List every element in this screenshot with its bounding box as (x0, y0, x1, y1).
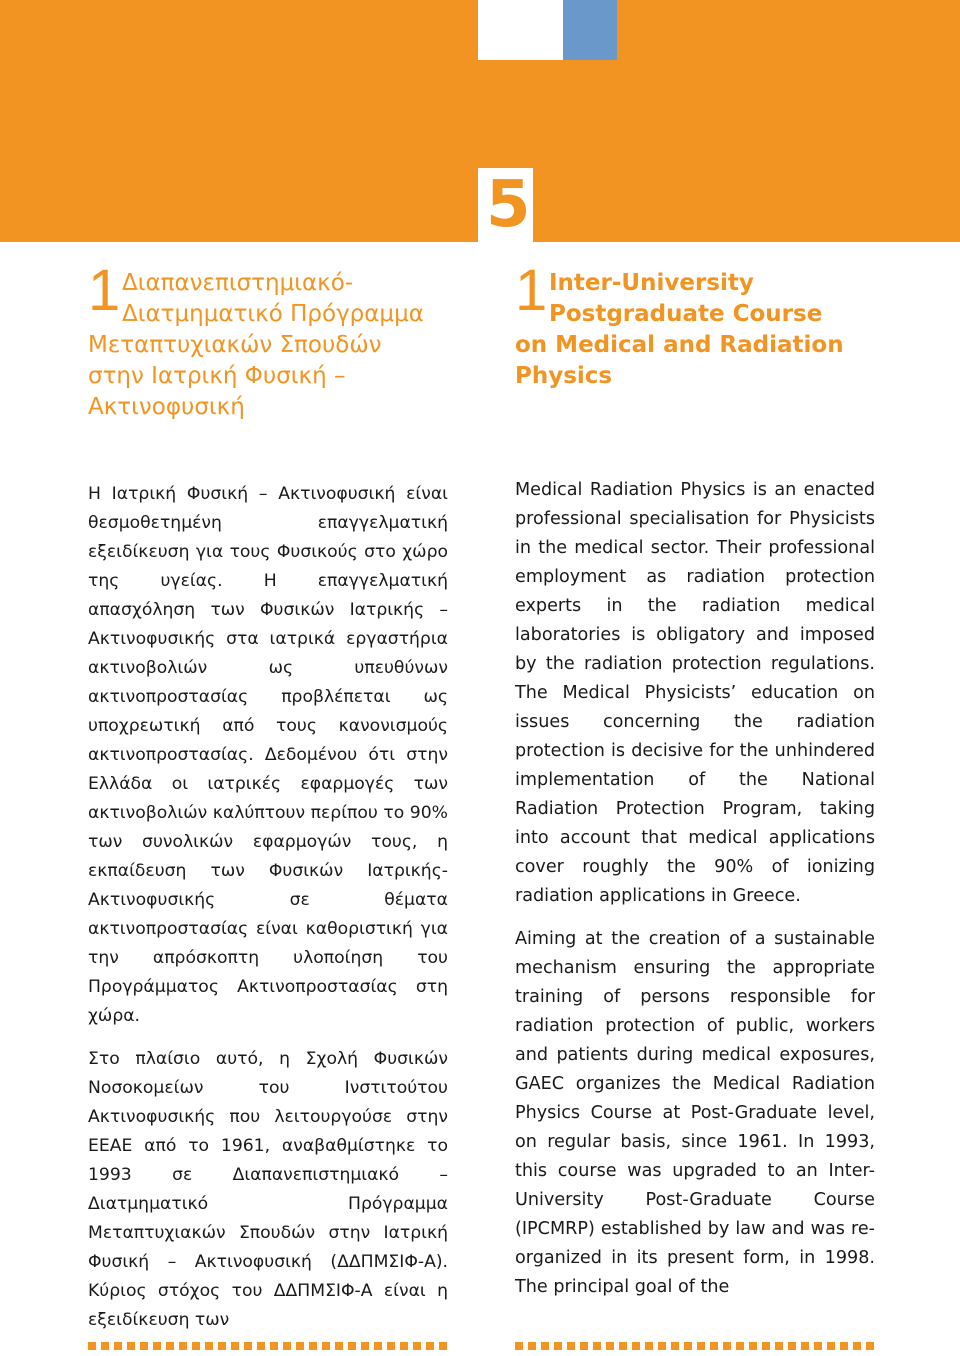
section-heading-greek (88, 258, 468, 423)
heading-line: στην Ιατρική Φυσική – (88, 363, 346, 389)
footer-dotted-rule-right (515, 1342, 875, 1350)
heading-line: Διατμηματικό Πρόγραμμα (122, 301, 424, 327)
section-number-greek: 1 (88, 258, 121, 323)
heading-line: Διαπανεπιστημιακό- (122, 270, 354, 296)
header-band-left (0, 0, 478, 242)
heading-line: Inter-University (549, 270, 754, 296)
section-number-english: 1 (515, 258, 548, 323)
body-paragraph: Aiming at the creation of a sustainable mechanism ensuring the appropriate training of persons responsible for radiation protection of public, workers and patients during medical exposures, GAEC organizes the Medical Radiation Physics Course at Post-Graduate level, on regular basis, since 1961. In 1993, this course was upgraded to an Inter-University Post-Graduate Course (IPCMRP) established by law and was re-organized in its present form, in 1998. The principal goal of the (515, 929, 875, 1297)
heading-line: on Medical and Radiation (515, 332, 844, 358)
footer-dotted-rule-left (88, 1342, 448, 1350)
decor-square-orange-2 (478, 112, 533, 168)
heading-line: Μεταπτυχιακών Σπουδών (88, 332, 382, 358)
decor-square-blue (563, 0, 617, 60)
chapter-number: 5 (486, 168, 529, 242)
decor-square-white (533, 0, 563, 60)
body-column-english (515, 476, 875, 1316)
section-heading-english (515, 258, 935, 392)
decor-square-orange (478, 60, 533, 112)
heading-line: Physics (515, 363, 613, 389)
body-paragraph: Medical Radiation Physics is an enacted professional specialisation for Physicists in the medical sector. Their professional employment as radiation protection experts in the radiation medical laboratories is obligatory and imposed by the radiation protection regulations. The Medical Physicists’ education on issues concerning the radiation protection is decisive for the unhindered implementation of the National Radiation Protection Program, taking into account that medical applications cover roughly the 90% of ionizing radiation applications in Greece. (515, 480, 875, 906)
heading-line: Postgraduate Course (549, 301, 823, 327)
body-paragraph: Η Ιατρική Φυσική – Ακτινοφυσική είναι θεσμοθετημένη επαγγελματική εξειδίκευση για τους Φυσικούς στο χώρο της υγείας. Η επαγγελματική απασχόληση των Φυσικών Ιατρικής – Ακτινοφυσικής στα ιατρικά εργαστήρια ακτινοβολιών ως υπευθύνων ακτινοπροστασίας προβλέπεται ως υποχρεωτική από τους κανονισμούς ακτινοπροστασίας. Δεδομένου ότι στην Ελλάδα οι ιατρικές εφαρμογές των ακτινοβολιών καλύπτουν περίπου το 90% των συνολικών εφαρμογών τους, η εκπαίδευση των Φυσικών Ιατρικής-Ακτινοφυσικής σε θέματα ακτινοπροστασίας είναι καθοριστική για την απρόσκοπτη υλοποίηση του Προγράμματος Ακτινοπροστασίας στη χώρα. (88, 484, 448, 1026)
body-column-greek (88, 480, 448, 1349)
heading-line: Ακτινοφυσική (88, 394, 245, 420)
body-paragraph: Στο πλαίσιο αυτό, η Σχολή Φυσικών Νοσοκομείων του Ινστιτούτου Ακτινοφυσικής που λειτουργούσε στην ΕΕΑΕ από το 1961, αναβαθμίστηκε το 1993 σε Διαπανεπιστημιακό – Διατμηματικό Πρόγραμμα Μεταπτυχιακών Σπουδών στην Ιατρική Φυσική – Ακτινοφυσική (ΔΔΠΜΣΙΦ-Α). Κύριος στόχος του ΔΔΠΜΣΙΦ-Α είναι η εξειδίκευση των (88, 1049, 448, 1330)
